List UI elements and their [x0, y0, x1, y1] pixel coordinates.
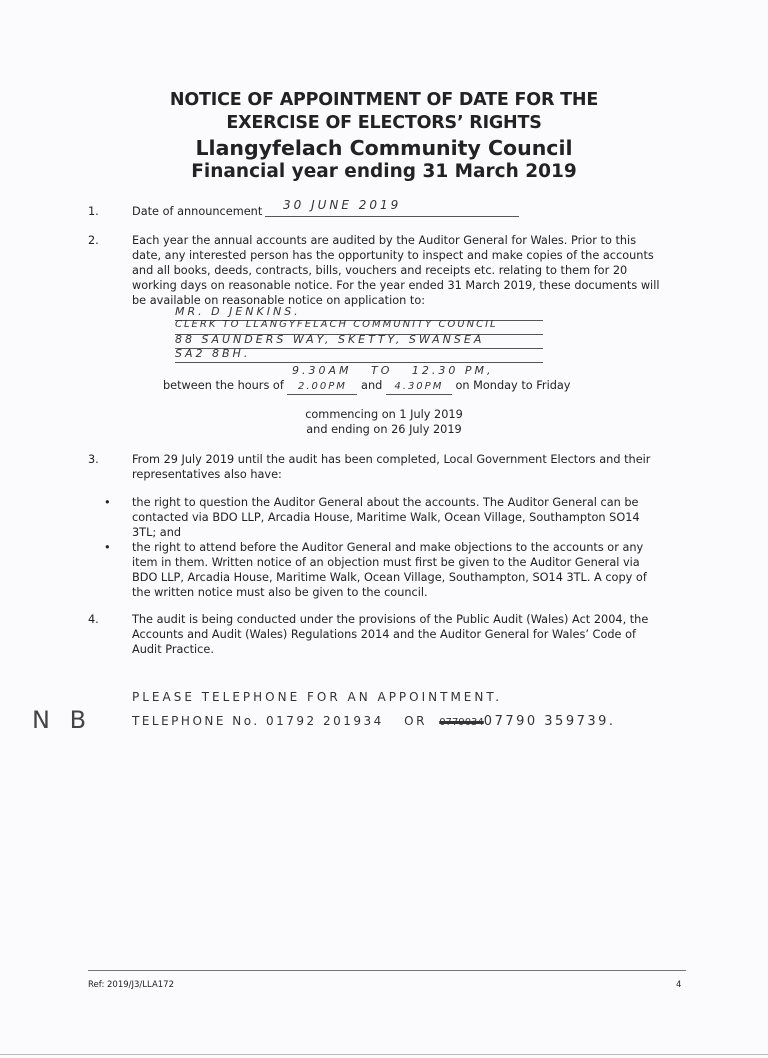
financial-year: Financial year ending 31 March 2019 — [191, 161, 577, 182]
section-3-number: 3. — [88, 453, 99, 466]
bullet-question-right: the right to question the Auditor General about the accounts. The Auditor General can be contacted via BDO LLP, Arcadia House, Maritime Walk, Ocean Village, Southampton SO14 3TL; and — [132, 496, 640, 539]
hours-start: 2.00PM — [287, 379, 357, 395]
footer-reference: Ref: 2019/J3/LLA172 — [88, 980, 174, 990]
hours-line — [163, 378, 571, 395]
bullet-icon: • — [104, 541, 111, 554]
address-line — [175, 348, 543, 363]
telephone-number: TELEPHONE No. 01792 201934 — [132, 714, 384, 728]
section-4-text: The audit is being conducted under the provisions of the Public Audit (Wales) Act 2004, the Accounts and Audit (Wales) Regulations 2014 and the Auditor General for Wales’ Code of Audit Practice. — [132, 613, 649, 656]
section-4-number: 4. — [88, 613, 99, 626]
date-of-announcement-label: Date of announcement — [132, 205, 263, 218]
telephone-line — [132, 714, 616, 729]
address-name: MR. D JENKINS. — [175, 305, 301, 318]
bullet-icon: • — [104, 496, 111, 509]
commencing-date: commencing on 1 July 2019 — [305, 408, 463, 421]
section-1-number: 1. — [88, 205, 99, 218]
bullet-objection-right: the right to attend before the Auditor General and make objections to the accounts or any item in them. Written notice of an objection must first be given to the Auditor General via BDO LLP, Arcadia House, Maritime Walk, Ocean Village, Southampton, SO14 3TL. A copy of the written notice must also be given to the council. — [132, 541, 647, 599]
page-number: 4 — [676, 980, 682, 990]
section-3-text: From 29 July 2019 until the audit has been completed, Local Government Electors and their representatives also have: — [132, 453, 651, 481]
notice-title-line-2: EXERCISE OF ELECTORS’ RIGHTS — [226, 113, 542, 133]
nb-mark: N B — [32, 706, 93, 734]
hours-and: and — [361, 379, 383, 392]
date-of-announcement-field — [265, 200, 519, 217]
section-2-text: Each year the annual accounts are audited by the Auditor General for Wales. Prior to this date, any interested person has the opportunity to inspect and make copies of the accounts and all books, deeds, contracts, bills, vouchers and receipts etc. relating to them for 20 working days on reasonable notice. For the year ended 31 March 2019, these documents will be available on reasonable notice on application to: — [132, 234, 660, 307]
address-clerk: CLERK TO LLANGYFELACH COMMUNITY COUNCIL — [175, 319, 498, 330]
ending-date: and ending on 26 July 2019 — [306, 423, 462, 436]
notice-title-line-1: NOTICE OF APPOINTMENT OF DATE FOR THE — [169, 90, 599, 110]
hours-prefix: between the hours of — [163, 379, 284, 392]
address-postcode: SA2 8BH. — [175, 347, 251, 360]
appointment-note: PLEASE TELEPHONE FOR AN APPOINTMENT. — [132, 690, 503, 704]
address-street: 88 SAUNDERS WAY, SKETTY, SWANSEA — [175, 333, 485, 346]
section-2-number: 2. — [88, 234, 99, 247]
handwritten-date: 30 JUNE 2019 — [283, 198, 402, 212]
mobile-number: 07790 359739. — [483, 714, 616, 729]
hours-annotation: 9.30AM TO 12.30 PM, — [292, 364, 494, 377]
scan-edge — [0, 1054, 768, 1055]
hours-end: 4.30PM — [386, 379, 452, 395]
council-name: Llangyfelach Community Council — [195, 136, 573, 160]
or-label: OR — [404, 714, 427, 728]
hours-suffix: on Monday to Friday — [455, 379, 571, 392]
struck-number: 0779034 — [439, 717, 484, 728]
footer-divider — [88, 970, 686, 971]
